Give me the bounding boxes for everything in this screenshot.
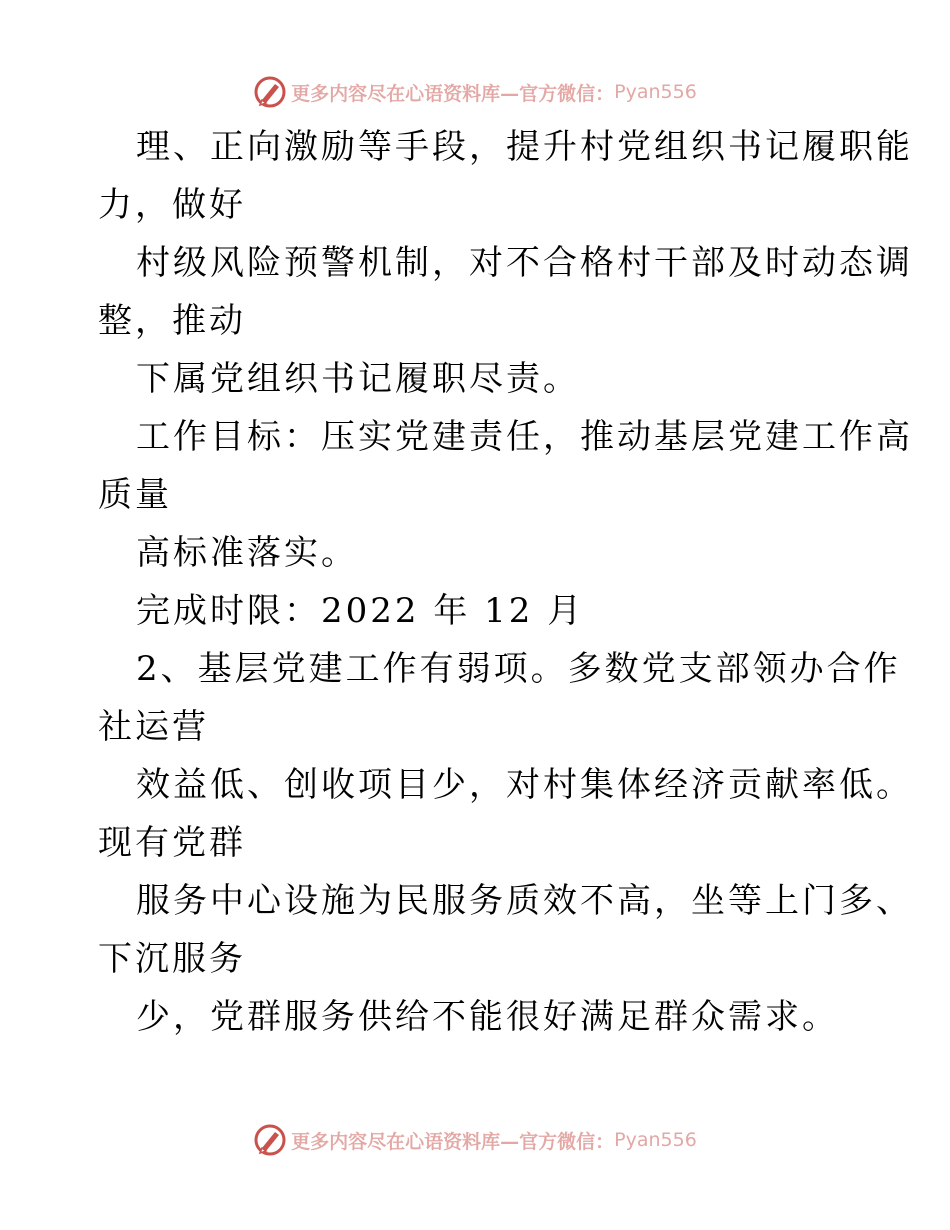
paragraph-line: 村级风险预警机制，对不合格村干部及时动态调 [136, 243, 913, 283]
paragraph-line: 下属党组织书记履职尽责。 [136, 359, 580, 399]
paragraph-line: 2、基层党建工作有弱项。多数党支部领办合作 [136, 649, 901, 689]
watermark-text: 更多内容尽在心语资料库—官方微信： [291, 1130, 615, 1153]
pen-logo-icon [253, 1123, 287, 1157]
paragraph-line: 理、正向激励等手段，提升村党组织书记履职能 [136, 127, 913, 167]
paragraph-line: 效益低、创收项目少，对村集体经济贡献率低。 [136, 765, 913, 805]
paragraph-line: 现有党群 [98, 823, 246, 863]
watermark-wechat-id: Pyan556 [614, 81, 697, 103]
paragraph-line: 质量 [98, 475, 172, 515]
watermark-wechat-id: Pyan556 [614, 1129, 697, 1151]
document-body [98, 118, 913, 1046]
paragraph-line: 社运营 [98, 707, 209, 747]
paragraph-line: 少，党群服务供给不能很好满足群众需求。 [136, 997, 839, 1037]
paragraph-line: 工作目标：压实党建责任，推动基层党建工作高 [136, 417, 913, 457]
pen-logo-icon [253, 75, 287, 109]
paragraph-line: 下沉服务 [98, 939, 246, 979]
paragraph-line: 完成时限：2022 年 12 月 [136, 591, 585, 631]
paragraph-line: 力，做好 [98, 185, 246, 225]
paragraph-line: 整，推动 [98, 301, 246, 341]
header-watermark [0, 72, 950, 112]
footer-watermark [0, 1120, 950, 1160]
paragraph-line: 服务中心设施为民服务质效不高，坐等上门多、 [136, 881, 913, 921]
watermark-text: 更多内容尽在心语资料库—官方微信： [291, 82, 615, 105]
paragraph-line: 高标准落实。 [136, 533, 358, 573]
